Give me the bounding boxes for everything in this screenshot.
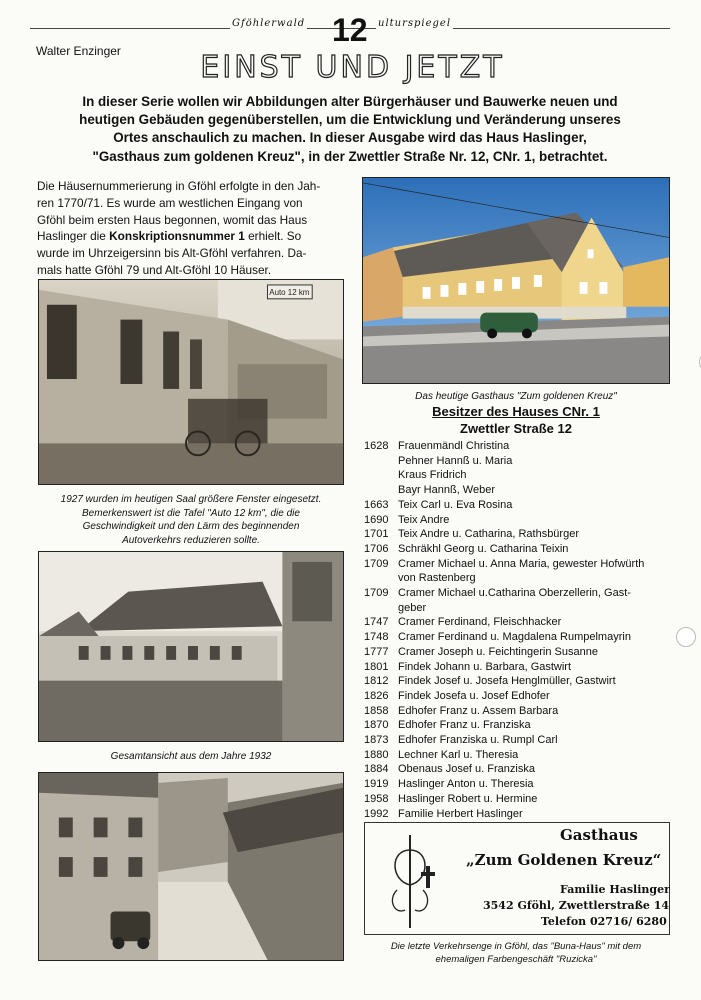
owner-name: Cramer Michael u. Anna Maria, gewester Hofwürth xyxy=(398,557,645,570)
owners-subheading: Zwettler Straße 12 xyxy=(460,421,572,436)
owner-name: Haslinger Robert u. Hermine xyxy=(398,792,538,805)
ad-phone: Telefon 02716/ 6280 xyxy=(541,915,667,928)
owner-row xyxy=(364,601,674,616)
owner-name: Kraus Fridrich xyxy=(398,469,467,482)
issue-number: 12 xyxy=(332,12,368,48)
magazine-name-right: ulturspiegel xyxy=(378,18,452,29)
owner-name: Bayr Hannß, Weber xyxy=(398,484,496,497)
owner-name: Teix Carl u. Eva Rosina xyxy=(398,498,513,511)
photo-narrow-street xyxy=(38,772,344,961)
owner-year: 1748 xyxy=(364,631,389,644)
owner-name: Edhofer Franz u. Assem Barbara xyxy=(398,704,559,717)
owner-name: Lechner Karl u. Theresia xyxy=(398,748,519,761)
owner-name: Edhofer Franziska u. Rumpl Carl xyxy=(398,734,558,747)
auto-12-km-sign: Auto 12 km xyxy=(269,287,310,297)
history-text: erhielt. So xyxy=(244,229,302,244)
owner-year xyxy=(364,601,398,616)
owner-year xyxy=(364,454,398,469)
ad-family: Familie Haslinger xyxy=(560,883,670,896)
history-line: Die Häusernummerierung in Gföhl erfolgte in den Jah- xyxy=(37,179,321,193)
history-emphasis: Konskriptionsnummer 1 xyxy=(109,229,245,244)
history-text: Haslinger die xyxy=(37,229,110,244)
owner-name: Frauenmändl Christina xyxy=(398,440,510,452)
owner-year: 1873 xyxy=(364,734,389,747)
owner-row xyxy=(364,498,674,513)
owner-row xyxy=(364,542,674,557)
owner-year: 1628 xyxy=(364,440,389,452)
owner-name: Cramer Ferdinand u. Magdalena Rumpelmayrin xyxy=(398,631,631,644)
bottom-caption xyxy=(362,941,670,967)
owner-row xyxy=(364,777,674,792)
owners-heading: Besitzer des Hauses CNr. 1 xyxy=(432,404,600,419)
owner-year xyxy=(364,483,398,498)
owner-name: Cramer Ferdinand, Fleischhacker xyxy=(398,616,562,629)
owner-name: Pehner Hannß u. Maria xyxy=(398,454,513,467)
owner-row xyxy=(364,645,674,660)
owner-row xyxy=(364,660,674,675)
owner-name: Schräkhl Georg u. Catharina Teixin xyxy=(398,542,569,555)
page-title: EINST UND JETZT xyxy=(200,50,505,85)
owner-row xyxy=(364,689,674,704)
owner-row xyxy=(364,571,674,586)
owner-row xyxy=(364,762,674,777)
caption-line: 1927 wurden im heutigen Saal größere Fenster eingesetzt. xyxy=(60,494,322,505)
owner-year: 1870 xyxy=(364,719,389,732)
owner-row xyxy=(364,468,674,483)
author-name: Walter Enzinger xyxy=(36,44,121,58)
intro-paragraph xyxy=(40,93,660,166)
owner-name: Findek Johann u. Barbara, Gastwirt xyxy=(398,660,572,673)
owners-list xyxy=(364,439,674,821)
intro-line: heutigen Gebäuden gegenüberstellen, um die Entwicklung und Veränderung unseres xyxy=(79,112,621,128)
owner-row xyxy=(364,748,674,763)
history-line: Gföhl beim ersten Haus begonnen, womit das Haus xyxy=(37,212,308,227)
history-line: ren 1770/71. Es wurde am westlichen Eingang von xyxy=(37,195,303,210)
owner-row xyxy=(364,454,674,469)
owner-row xyxy=(364,674,674,689)
owner-year: 1826 xyxy=(364,689,389,702)
owner-name: Cramer Michael u.Catharina Oberzellerin, Gast- xyxy=(398,587,631,600)
owner-year: 1709 xyxy=(364,557,389,570)
owner-name: Edhofer Franz u. Franziska xyxy=(398,719,531,732)
photo-current-caption: Das heutige Gasthaus "Zum goldenen Kreuz" xyxy=(415,391,617,402)
owner-name: Obenaus Josef u. Franziska xyxy=(398,763,535,776)
owner-name: Familie Herbert Haslinger xyxy=(398,807,523,820)
ad-address: 3542 Gföhl, Zwettlerstraße 14 xyxy=(483,899,670,912)
intro-line: Ortes anschaulich zu machen. In dieser Ausgabe wird das Haus Haslinger, xyxy=(113,130,587,146)
owner-year xyxy=(364,571,398,586)
history-line: wurde im Uhrzeigersinn bis Alt-Gföhl verfahren. Da- xyxy=(37,246,307,260)
owner-year: 1747 xyxy=(364,616,389,629)
photo-1927-street xyxy=(38,279,344,485)
intro-line: In dieser Serie wollen wir Abbildungen alter Bürgerhäuser und Bauwerke neuen und xyxy=(82,94,618,109)
owner-row xyxy=(364,630,674,645)
history-line: mals hatte Gföhl 79 und Alt-Gföhl 10 Häuser. xyxy=(37,262,272,277)
owner-name: Teix Andre u. Catharina, Rathsbürger xyxy=(398,528,579,541)
owner-year: 1858 xyxy=(364,704,389,717)
owner-row xyxy=(364,718,674,733)
photo-current-gasthaus xyxy=(362,177,670,384)
owner-year: 1690 xyxy=(364,513,389,526)
ad-gasthaus-name: „Zum Goldenen Kreuz“ xyxy=(466,851,662,869)
history-line xyxy=(37,228,343,245)
owner-year: 1701 xyxy=(364,528,389,541)
owner-name: Findek Josefa u. Josef Edhofer xyxy=(398,689,550,702)
photo-1927-caption xyxy=(38,493,344,547)
caption-line: ehemaligen Farbengeschäft "Ruzicka" xyxy=(435,953,597,965)
owner-year: 1706 xyxy=(364,542,389,555)
owner-year: 1992 xyxy=(364,807,389,820)
owner-name: geber xyxy=(398,601,427,614)
wrought-iron-cross-icon xyxy=(385,830,435,930)
owner-year: 1958 xyxy=(364,792,389,805)
owner-row xyxy=(364,733,674,748)
punch-hole xyxy=(676,627,696,647)
owner-name: von Rastenberg xyxy=(398,572,476,585)
owner-row xyxy=(364,513,674,528)
magazine-name-left: Gföhlerwald xyxy=(232,18,306,29)
owner-year: 1709 xyxy=(364,587,389,600)
owner-row xyxy=(364,807,674,822)
owner-year: 1801 xyxy=(364,660,389,673)
owner-row xyxy=(364,483,674,498)
photo-1932-caption: Gesamtansicht aus dem Jahre 1932 xyxy=(110,751,272,762)
ad-gasthaus-label: Gasthaus xyxy=(560,826,638,844)
caption-line: Autoverkehrs reduzieren sollte. xyxy=(122,534,260,546)
owner-row xyxy=(364,557,674,572)
owner-year xyxy=(364,468,398,483)
owner-name: Findek Josef u. Josefa Henglmüller, Gastwirt xyxy=(398,675,616,688)
owner-name: Teix Andre xyxy=(398,513,450,526)
photo-1932-overview xyxy=(38,551,344,742)
owner-row xyxy=(364,792,674,807)
owner-row xyxy=(364,615,674,630)
history-paragraph xyxy=(37,178,343,279)
owner-row xyxy=(364,439,674,454)
caption-line: Bemerkenswert ist die Tafel "Auto 12 km", die die xyxy=(82,507,300,519)
caption-line: Die letzte Verkehrsenge in Gföhl, das "Buna-Haus" mit dem xyxy=(390,941,642,952)
owner-year: 1884 xyxy=(364,763,389,776)
owner-year: 1663 xyxy=(364,498,389,511)
owner-year: 1777 xyxy=(364,645,389,658)
owner-year: 1812 xyxy=(364,675,389,688)
owner-row xyxy=(364,586,674,601)
owner-year: 1880 xyxy=(364,748,389,761)
owner-name: Haslinger Anton u. Theresia xyxy=(398,778,534,791)
owner-name: Cramer Joseph u. Feichtingerin Susanne xyxy=(398,645,598,658)
owner-year: 1919 xyxy=(364,778,389,791)
owner-row xyxy=(364,704,674,719)
owner-row xyxy=(364,527,674,542)
caption-line: Geschwindigkeit und den Lärm des beginnenden xyxy=(82,521,300,532)
intro-line: "Gasthaus zum goldenen Kreuz", in der Zwettler Straße Nr. 12, CNr. 1, betrachtet. xyxy=(92,148,608,164)
